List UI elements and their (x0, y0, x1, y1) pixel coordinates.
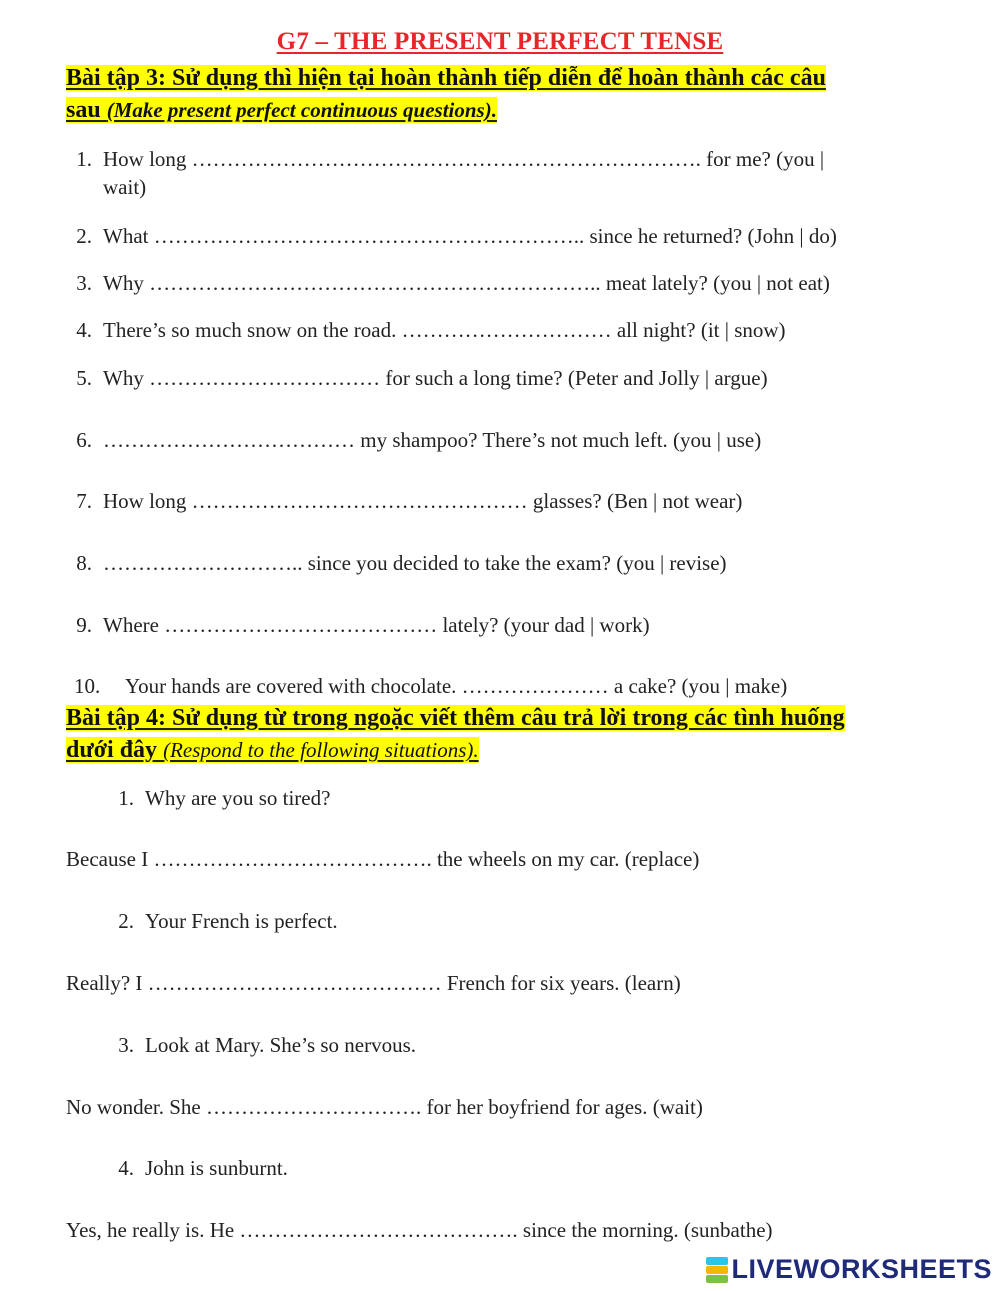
item-text: ……………………….. since you decided to take the exam? (you | revise) (103, 551, 727, 575)
item-number: 2. (76, 224, 92, 248)
exercise-4-heading (66, 702, 845, 766)
item-number: 1. (118, 786, 134, 810)
item-number: 3. (76, 271, 92, 295)
exercise-3-heading-line2 (66, 97, 497, 123)
item-text: ……………………………… my shampoo? There’s not much left. (you | use) (103, 428, 762, 452)
item-text: There’s so much snow on the road. ………………………… all night? (it | snow) (103, 318, 786, 342)
item-number: 3. (118, 1033, 134, 1057)
item-number: 7. (76, 489, 92, 513)
item-text: Why …………………………… for such a long time? (Peter and Jolly | argue) (103, 366, 768, 390)
exercise-4-heading-line1: Bài tập 4: Sử dụng từ trong ngoặc viết thêm câu trả lời trong các tình huống (66, 705, 845, 731)
exercise-4-heading-bold: dưới đây (66, 737, 164, 763)
item-number: 5. (76, 366, 92, 390)
item-text: Why ……………………………………………………….. meat lately? (you | not eat) (103, 271, 830, 295)
exercise-3-heading-italic: (Make present perfect continuous questions). (106, 98, 497, 122)
exercise-4-answer-1: Because I …………………………………. the wheels on my car. (replace) (66, 847, 700, 871)
exercise-3-heading (66, 62, 826, 126)
logo-blocks-icon (706, 1257, 728, 1283)
item-text: How long ………………………………………… glasses? (Ben | not wear) (103, 489, 743, 513)
item-text: Your hands are covered with chocolate. ………………… a cake? (you | make) (125, 674, 788, 698)
exercise-4-heading-line2 (66, 737, 479, 763)
item-number: 6. (76, 428, 92, 452)
prompt-text: Why are you so tired? (145, 786, 331, 810)
item-number: 8. (76, 551, 92, 575)
exercise-4-heading-italic: (Respond to the following situations). (163, 738, 479, 762)
prompt-text: John is sunburnt. (145, 1156, 288, 1180)
item-number: 2. (118, 909, 134, 933)
item-text: What …………………………………………………….. since he returned? (John | do) (103, 224, 837, 248)
exercise-4-answer-3: No wonder. She …………………………. for her boyfriend for ages. (wait) (66, 1095, 703, 1119)
item-number: 10. (74, 674, 101, 698)
item-number: 4. (76, 318, 92, 342)
liveworksheets-logo (706, 1254, 992, 1285)
page-title: G7 – THE PRESENT PERFECT TENSE (276, 28, 724, 55)
prompt-text: Look at Mary. She’s so nervous. (145, 1033, 417, 1057)
item-number: 1. (76, 147, 92, 171)
item-text: Where ………………………………… lately? (your dad | work) (103, 613, 650, 637)
prompt-text: Your French is perfect. (145, 909, 338, 933)
logo-text: LIVEWORKSHEETS (731, 1254, 992, 1284)
item-text-continued: wait) (103, 175, 147, 199)
exercise-4-answer-4: Yes, he really is. He …………………………………. since the morning. (sunbathe) (66, 1218, 773, 1242)
item-number: 4. (118, 1156, 134, 1180)
exercise-4-answer-2: Really? I …………………………………… French for six years. (learn) (66, 971, 681, 995)
exercise-3-heading-bold: sau (66, 97, 107, 123)
item-number: 9. (76, 613, 92, 637)
item-text: How long ………………………………………………………………. for me? (you | (103, 147, 825, 171)
exercise-3-heading-line1: Bài tập 3: Sử dụng thì hiện tại hoàn thành tiếp diễn để hoàn thành các câu (66, 65, 826, 91)
